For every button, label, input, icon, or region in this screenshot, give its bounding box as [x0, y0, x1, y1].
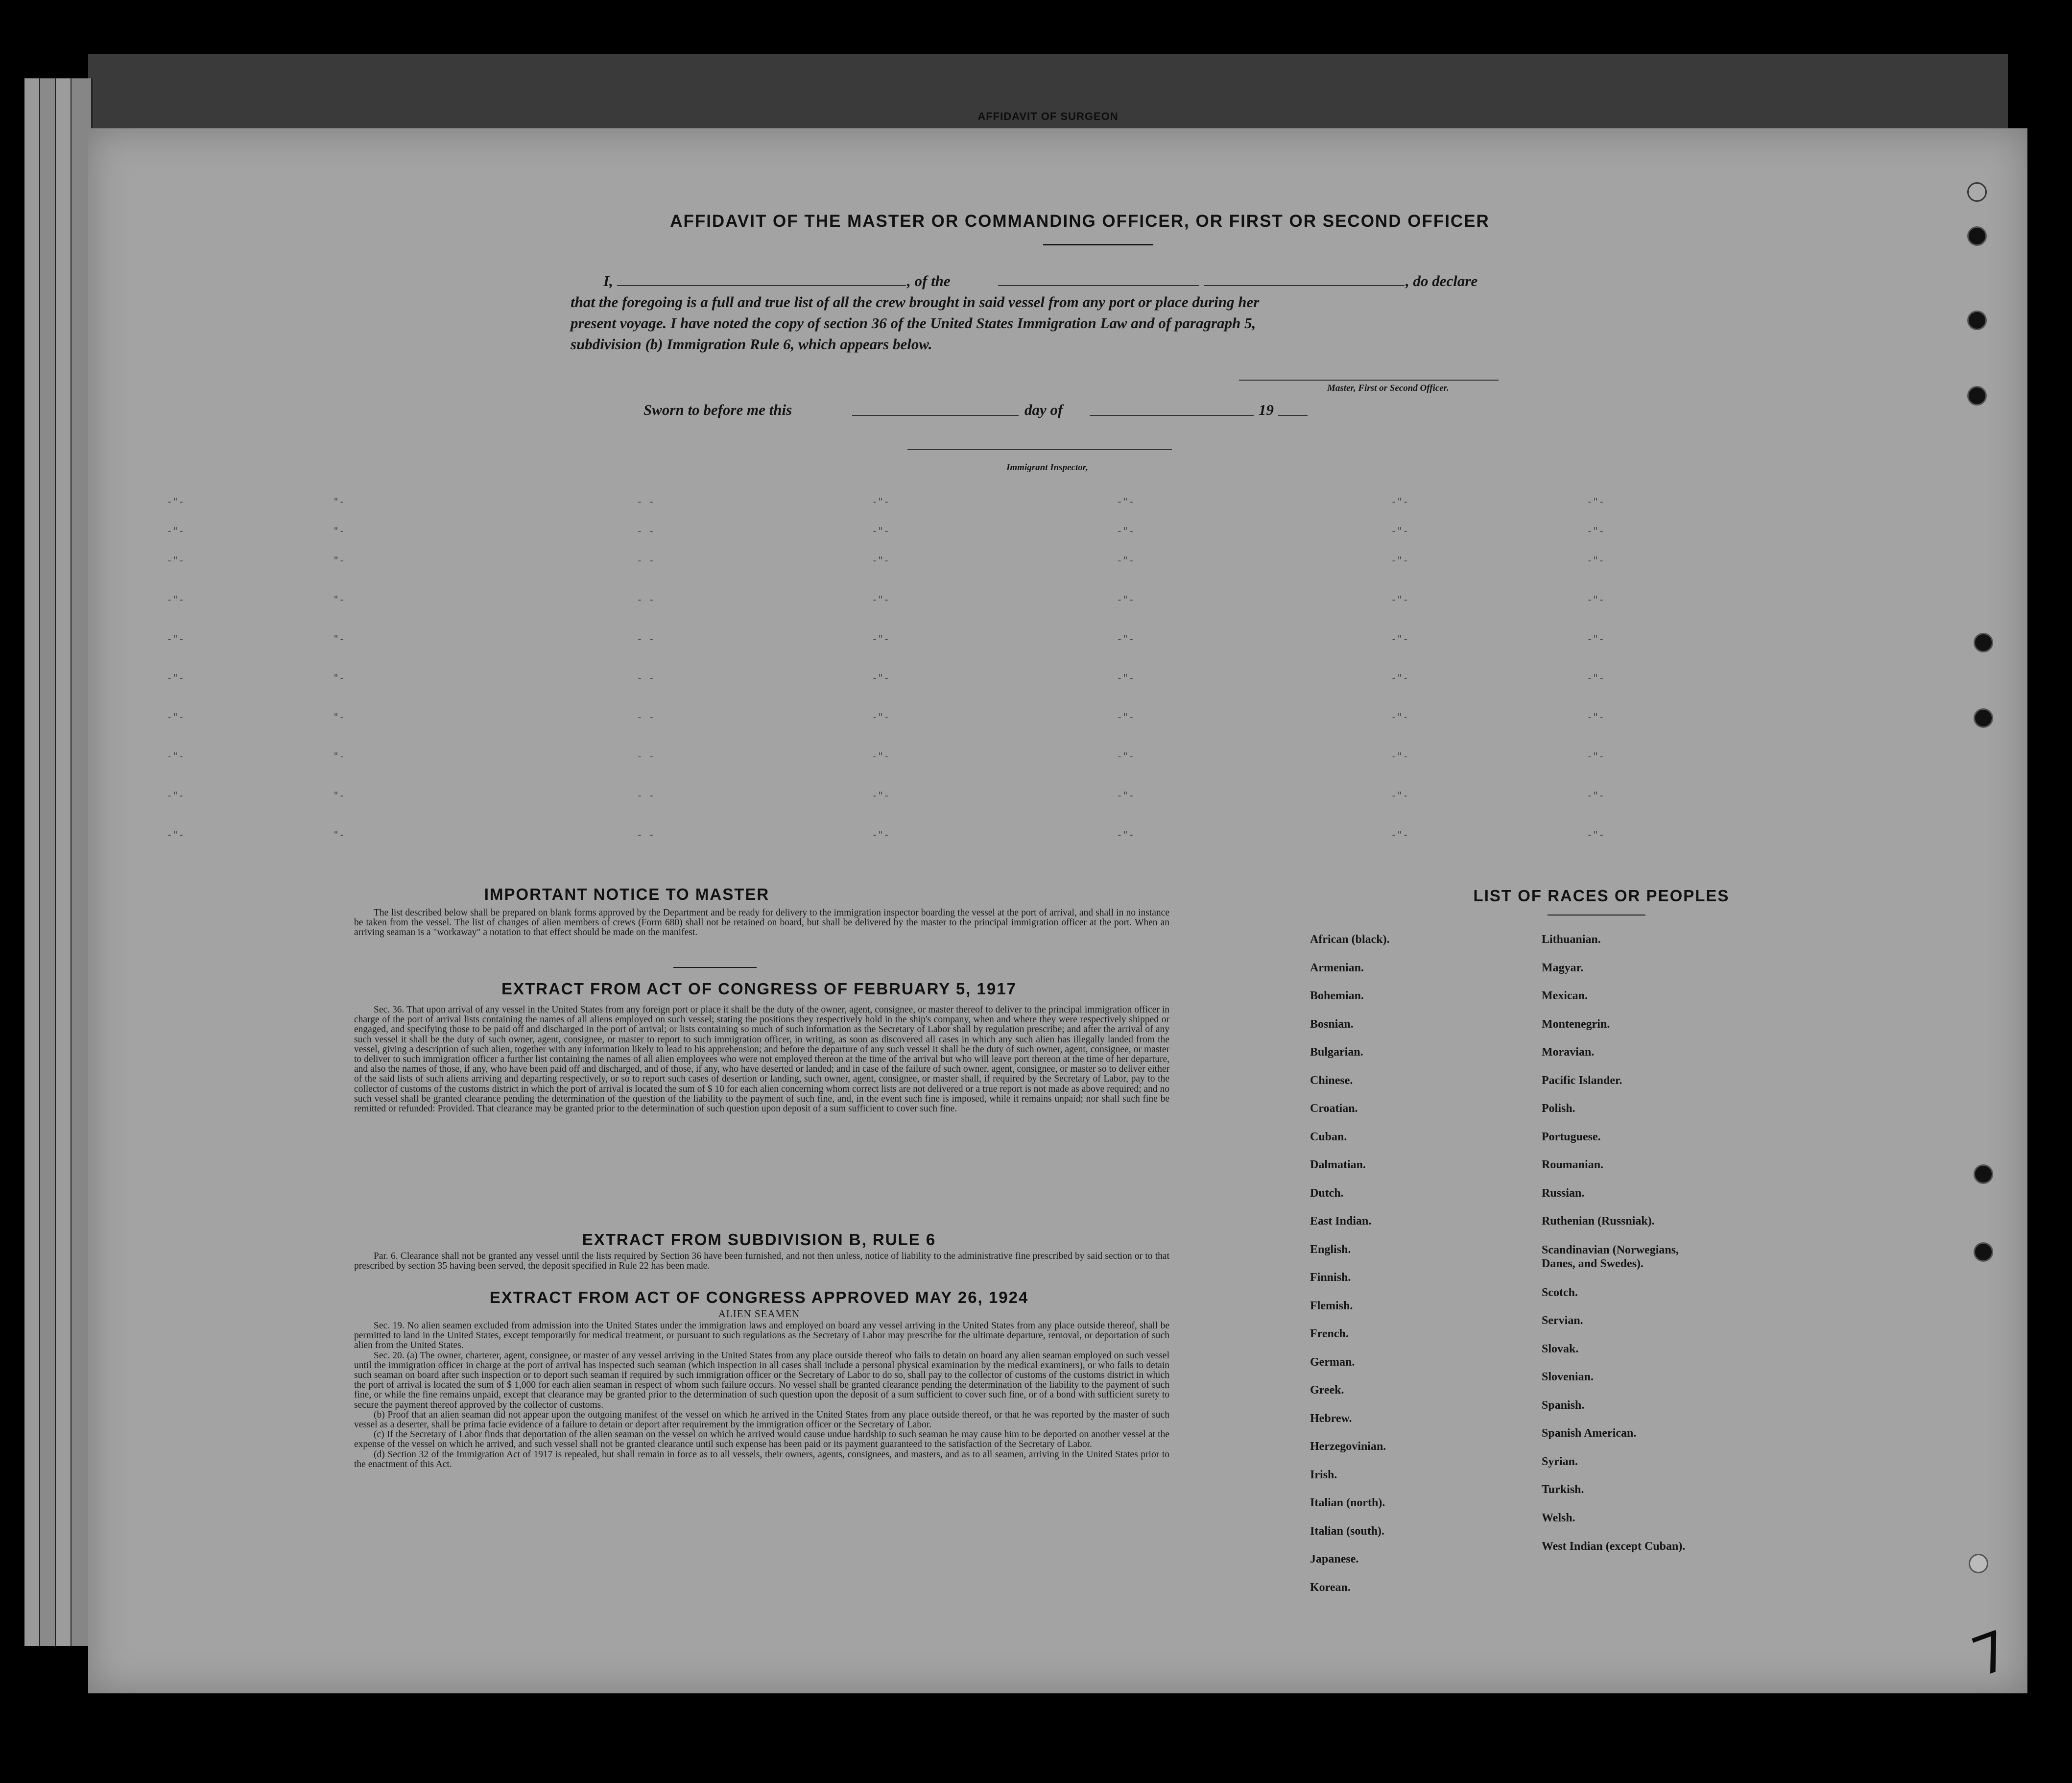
punch-hole [1974, 1242, 1993, 1262]
race-item: Mexican. [1542, 989, 1588, 1002]
sworn-day-of: day of [1024, 401, 1063, 418]
race-item: Greek. [1310, 1384, 1344, 1397]
punch-hole [1974, 708, 1993, 728]
race-item: Irish. [1310, 1468, 1337, 1481]
race-item: Spanish American. [1542, 1427, 1637, 1440]
extract-1924-subtitle: ALIEN SEAMEN [718, 1308, 800, 1320]
declaration-do-declare: , do declare [1405, 272, 1478, 289]
stacked-page-edges [24, 78, 93, 1646]
title-underline [1043, 244, 1153, 245]
race-item: Moravian. [1542, 1046, 1595, 1059]
punch-hole [1967, 311, 1987, 330]
race-item: Italian (north). [1310, 1496, 1385, 1509]
vessel-blank-1 [998, 285, 1199, 286]
race-item: West Indian (except Cuban). [1542, 1540, 1686, 1553]
punch-hole [1967, 386, 1987, 406]
race-item: Scotch. [1542, 1286, 1578, 1299]
race-item: Dutch. [1310, 1186, 1344, 1200]
race-item: Polish. [1542, 1102, 1575, 1115]
signature-caption: Master, First or Second Officer. [1327, 383, 1449, 393]
race-item: Bosnian. [1310, 1017, 1354, 1031]
race-item: English. [1310, 1243, 1351, 1256]
race-item: Russian. [1542, 1186, 1585, 1200]
section-20a-paragraph: Sec. 20. (a) The owner, charterer, agent, consignee, or master of any vessel arriving in the United States from any place outside thereof who fails to detain on board any alien seaman employed on such vessel until the immigration officer in charge at the port of arrival has inspected such seaman (which inspection in all cases shall include a personal physical examination by the medical examiners), or who fails to detain such seaman on board after such inspection or to deport such seaman if required by such immigration officer or the Secretary of Labor to do so, shall pay to the collector of customs of the customs district in which the port of arrival is located the sum of $ 1,000 for each alien seaman in respect of whom such failure occurs. No vessel shall be granted clearance pending the determination of the liability to the payment of such fine, or while the fine remains unpaid, except that clearance may be granted prior to the determination of such question upon the deposit of a sum sufficient to cover such fine, or of a bond with sufficient surety to secure the payment thereof approved by the collector of customs. [354, 1350, 1169, 1410]
race-item: African (black). [1310, 933, 1390, 946]
race-item: Herzegovinian. [1310, 1440, 1386, 1453]
extract-1917-title: EXTRACT FROM ACT OF CONGRESS OF FEBRUARY 5, 1917 [501, 980, 1017, 998]
punch-hole [1969, 1554, 1988, 1573]
declaration-line-3: present voyage. I have noted the copy of section 36 of the United States Immigration Law and of paragraph 5, [571, 314, 1256, 332]
race-item: East Indian. [1310, 1215, 1372, 1228]
race-item: Lithuanian. [1542, 933, 1601, 946]
race-item: Flemish. [1310, 1299, 1353, 1312]
race-item: Bulgarian. [1310, 1046, 1363, 1059]
race-item: Welsh. [1542, 1511, 1575, 1524]
sworn-year-blank [1278, 415, 1308, 416]
races-right-column [1542, 933, 1703, 1568]
extract-1924-title: EXTRACT FROM ACT OF CONGRESS APPROVED MAY 26, 1924 [489, 1288, 1029, 1306]
race-item: Turkish. [1542, 1483, 1584, 1496]
extract-rule6-title: EXTRACT FROM SUBDIVISION B, RULE 6 [582, 1230, 936, 1249]
sworn-text: Sworn to before me this [643, 401, 792, 418]
section-19-paragraph: Sec. 19. No alien seamen excluded from admission into the United States under the immigration laws and employed on board any vessel arriving in the United States from any place outside thereof, shall be permitted to land in the United States, except temporarily for medical treatment, or pursuant to such regulations as the Secretary of Labor may prescribe for the ultimate departure, removal, or deportation of such alien from the United States. [354, 1321, 1169, 1351]
race-item: Chinese. [1310, 1074, 1353, 1087]
race-item: Roumanian. [1542, 1158, 1604, 1171]
ditto-marks-area: -"- "- - - -"- -"- -"- -"- -"- "- - - -"- -"- -"- -"- -"- "- - - -"- -"- -"- -"- -"- "- - - -"- -"- -"- -"- -"- "- - - -"- -"- -"- -"- -"- "- - - -"- -"- -"- -"- -"- "- - - -"- -"- -"- -"- -"- "- - - -"- -"- -"- -"- -"- "- - - -"- -"- -"- -"- -"- "- - - -"- -"- -"- -"- [167, 496, 1605, 841]
sworn-day-blank [852, 415, 1019, 416]
section-20b-paragraph: (b) Proof that an alien seaman did not appear upon the outgoing manifest of the vessel on which he arrived in the United States from any place outside thereof, or that he was reported by the master of such vessel as a deserter, shall be prima facie evidence of a failure to detain or deport after requirement by the immigration officer or the Secretary of Labor. [354, 1409, 1169, 1430]
punch-hole [1974, 633, 1993, 652]
races-left-column [1310, 933, 1516, 1609]
races-title-underline [1548, 915, 1645, 916]
rule-6-paragraph: Par. 6. Clearance shall not be granted any vessel until the lists required by Section 36 have been furnished, and not then unless, notice of liability to the administrative fine prescribed by said section or to that prescribed by section 35 having been served, the deposit specified in Rule 22 has been made. [354, 1251, 1169, 1272]
race-item: Dalmatian. [1310, 1158, 1366, 1171]
declaration-line-2: that the foregoing is a full and true list of all the crew brought in said vessel from any port or place during her [571, 293, 1260, 311]
race-item: Armenian. [1310, 961, 1364, 974]
notice-text [354, 908, 1169, 938]
back-sheet-label: AFFIDAVIT OF SURGEON [977, 110, 1119, 122]
race-item: Korean. [1310, 1581, 1351, 1594]
race-item: Scandinavian (Norwegians, Danes, and Swedes). [1542, 1243, 1679, 1270]
vessel-blank-2 [1204, 285, 1405, 286]
race-item: Spanish. [1542, 1398, 1585, 1412]
declaration-line-4: subdivision (b) Immigration Rule 6, which appears below. [571, 336, 932, 353]
race-item: Servian. [1542, 1314, 1583, 1327]
race-item: Croatian. [1310, 1102, 1358, 1115]
section-36-paragraph: Sec. 36. That upon arrival of any vessel in the United States from any foreign port or place it shall be the duty of the owner, agent, consignee, or master thereof to deliver to the principal immigration officer in charge of the port of arrival lists containing the names of all aliens employed on such vessel; stating the positions they respectively hold in the ship's company, when and where they were respectively shipped or engaged, and specifying those to be paid off and discharged in the port of arrival; or lists containing so much of such information as the Secretary of Labor shall by regulation prescribe; and after the arrival of any such vessel it shall be the duty of such owner, agent, consignee, or master to report to such immigration officer, in writing, as soon as discovered all cases in which any such alien has illegally landed from the vessel, giving a description of such alien, together with any information likely to lead to his apprehension; and before the departure of any such vessel it shall be the duty of such owner, agent, consignee, or master to deliver to such immigration officer a further list containing the names of all alien employees who were not employed thereon at the time of the arrival but who will leave port thereon at the time of her departure, and also the names of those, if any, who have been paid off and discharged, and of those, if any, who have deserted or landed; and in case of the failure of such owner, agent, consignee, or master so to deliver either of the said lists of such aliens arriving and departing respectively, or so to report such cases of desertion or landing, such owner, agent, consignee, or master shall, if required by the Secretary of Labor, pay to the collector of customs of the customs district in which the port of arrival is located the sum of $ 10 for each alien concerning whom correct lists are not delivered or a true report is not made as above required; and no such vessel shall be granted clearance pending the determination of the question of the liability to the payment of such fine, and, in the event such fine is imposed, while it remains unpaid; nor shall such fine be remitted or refunded: Provided. That clearance may be granted prior to the determination of such question upon deposit of a sum sufficient to cover such fine. [354, 1005, 1169, 1114]
notice-paragraph: The list described below shall be prepared on blank forms approved by the Department and be ready for delivery to the immigration inspector boarding the vessel at the port of arrival, and shall in no instance be taken from the vessel. The list of changes of alien members of crews (Form 680) shall not be retained on board, but shall be delivered by the master to the principal immigration officer at the port. When an arriving seaman is a "workaway" a notation to that effect should be made on the manifest. [354, 908, 1169, 938]
race-item: Slovenian. [1542, 1371, 1594, 1383]
race-item: Montenegrin. [1542, 1017, 1610, 1031]
sworn-month-blank [1090, 415, 1254, 416]
extract-1917-text [354, 1005, 1169, 1114]
notice-divider [673, 967, 757, 968]
race-item: German. [1310, 1355, 1355, 1369]
race-item: Pacific Islander. [1542, 1074, 1622, 1087]
name-blank [617, 285, 906, 286]
race-item: Japanese. [1310, 1553, 1359, 1566]
race-item: Italian (south). [1310, 1524, 1385, 1538]
declaration-i: I, [603, 272, 613, 289]
race-item: Bohemian. [1310, 989, 1364, 1002]
race-item: Ruthenian (Russniak). [1542, 1215, 1655, 1228]
section-20c-paragraph: (c) If the Secretary of Labor finds that deportation of the alien seaman on the vessel on which he arrived would cause undue hardship to such seaman he may cause him to be deported on another vessel at the expense of the vessel on which he arrived, and such vessel shall not be granted clearance until such expense has been paid or its payment guaranteed to the satisfaction of the Secretary of Labor. [354, 1429, 1169, 1450]
race-item: Syrian. [1542, 1455, 1578, 1468]
race-item: Hebrew. [1310, 1412, 1352, 1425]
inspector-line [907, 449, 1172, 450]
races-title: LIST OF RACES OR PEOPLES [1473, 887, 1730, 905]
punch-hole [1967, 226, 1987, 246]
race-item: Finnish. [1310, 1271, 1351, 1284]
race-item: Cuban. [1310, 1130, 1347, 1143]
inspector-caption: Immigrant Inspector, [1006, 462, 1088, 473]
race-item: French. [1310, 1327, 1349, 1340]
race-item: Portuguese. [1542, 1130, 1601, 1143]
section-20d-paragraph: (d) Section 32 of the Immigration Act of 1917 is repealed, but shall remain in force as to all vessels, their owners, agents, consignees, and masters, and as to all seamen, arriving in the United States prior to the enactment of this Act. [354, 1449, 1169, 1470]
extract-1924-text [354, 1321, 1169, 1470]
race-item: Slovak. [1542, 1342, 1579, 1355]
handwritten-mark: 7 [1964, 1618, 2018, 1689]
affidavit-title: AFFIDAVIT OF THE MASTER OR COMMANDING OFFICER, OR FIRST OR SECOND OFFICER [670, 212, 1490, 231]
notice-title: IMPORTANT NOTICE TO MASTER [484, 885, 770, 903]
declaration-of-the: , of the [907, 272, 951, 289]
punch-hole [1974, 1164, 1993, 1184]
punch-hole [1967, 182, 1987, 202]
signature-line [1239, 380, 1499, 381]
race-item: Magyar. [1542, 961, 1584, 974]
sworn-year: 19 [1259, 401, 1274, 418]
manifest-page [88, 128, 2027, 1693]
extract-rule6-text [354, 1252, 1169, 1271]
